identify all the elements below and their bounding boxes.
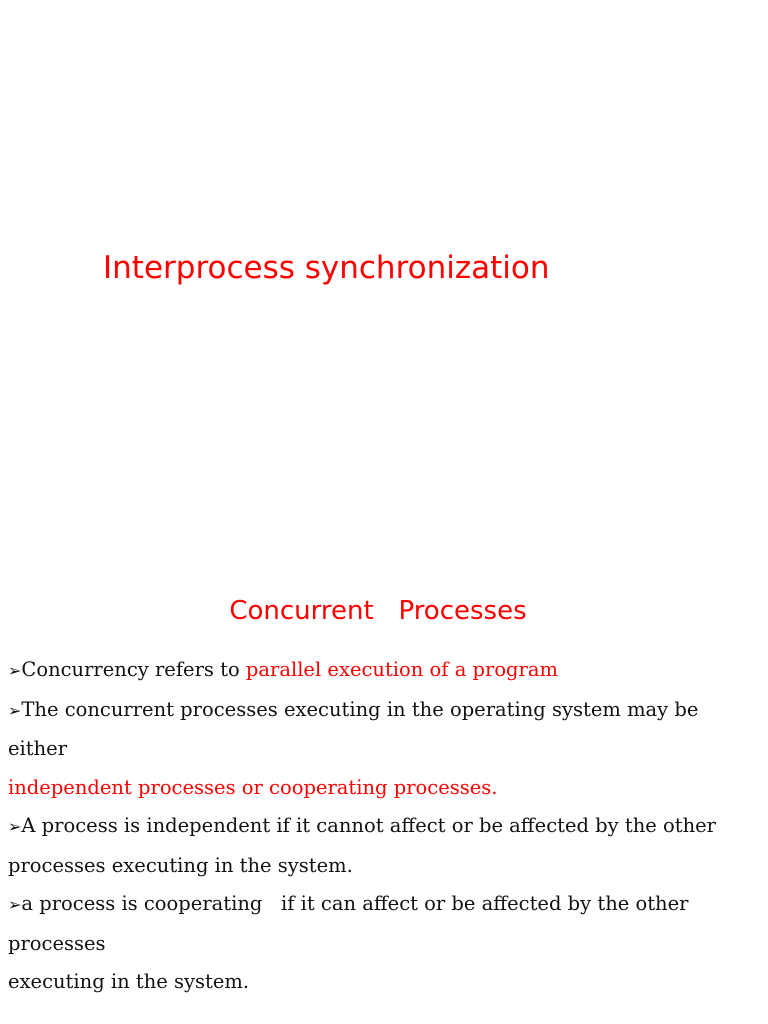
- bullet-highlight: parallel execution of a program: [245, 658, 558, 681]
- bullet-highlight: independent processes or cooperating processes.: [8, 775, 498, 799]
- bullet-text: A process is independent if it cannot affect or be affected by the other: [21, 814, 717, 837]
- bullet-text: a process is cooperating if it can affect or be affected by the other processes: [8, 892, 695, 955]
- bullet-text-continued: processes executing in the system.: [8, 853, 353, 877]
- arrow-bullet-icon: ➢: [8, 700, 22, 720]
- bullet-item-cooperating: [8, 885, 758, 963]
- bullet-item-concurrent-processes: [8, 691, 758, 769]
- slide-title: Interprocess synchronization: [103, 250, 550, 286]
- bullet-list: [8, 651, 758, 1002]
- arrow-bullet-icon: ➢: [8, 661, 22, 680]
- bullet-continuation-line: [8, 769, 758, 808]
- bullet-continuation-line: [8, 847, 758, 886]
- arrow-bullet-icon: ➢: [8, 895, 22, 914]
- bullet-continuation-line: [8, 963, 758, 1002]
- bullet-text-continued: executing in the system.: [8, 970, 250, 993]
- section-heading: Concurrent Processes: [229, 596, 527, 626]
- bullet-text: The concurrent processes executing in the operating system may be either: [8, 697, 705, 760]
- bullet-item-independent: [8, 807, 758, 847]
- arrow-bullet-icon: ➢: [8, 817, 22, 836]
- bullet-item-concurrency: [8, 651, 758, 691]
- bullet-text: Concurrency refers to: [21, 658, 246, 681]
